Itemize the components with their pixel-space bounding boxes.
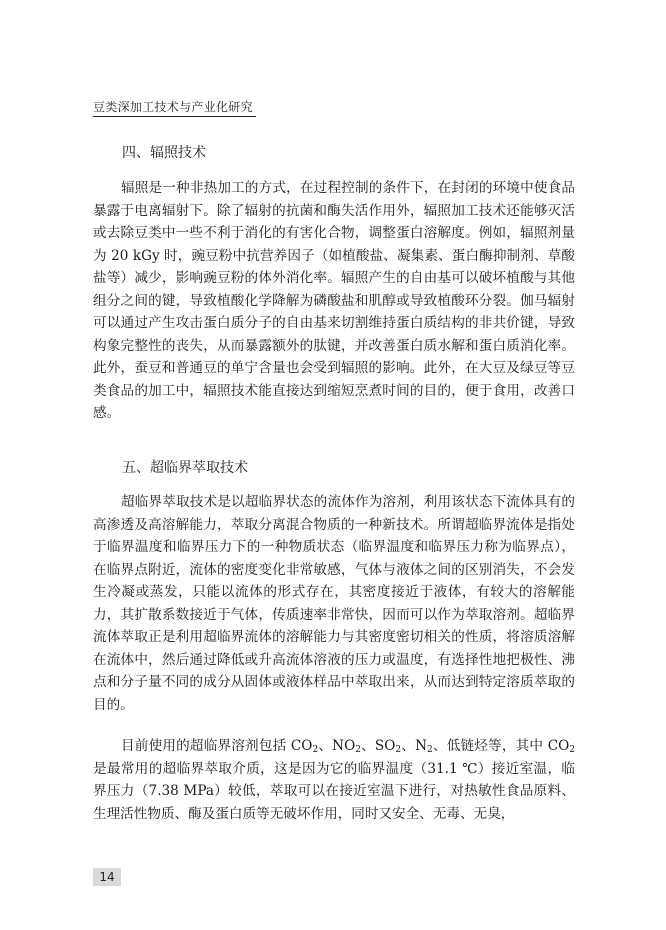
subscript: 2 — [427, 745, 433, 755]
section-heading-supercritical-extraction: 五、超临界萃取技术 — [122, 460, 248, 476]
subscript: 2 — [312, 745, 319, 755]
paragraph-supercritical-solvents — [93, 735, 575, 825]
subscript: 2 — [355, 745, 361, 755]
subscript: 2 — [569, 745, 575, 755]
section-heading-irradiation: 四、辐照技术 — [122, 145, 206, 161]
text-run: 、SO — [360, 738, 396, 754]
page-number: 14 — [93, 868, 121, 886]
text-run: 、NO — [318, 738, 356, 754]
subscript: 2 — [395, 745, 402, 755]
running-header-title: 豆类深加工技术与产业化研究 — [93, 100, 253, 114]
header-rule — [93, 116, 256, 117]
text-run: 目前使用的超临界溶剂包括 CO — [121, 738, 313, 754]
paragraph-supercritical-definition: 超临界萃取技术是以超临界状态的流体作为溶剂，利用该状态下流体具有的高渗透及高溶解能力，萃取分离混合物质的一种新技术。所谓超临界流体是指处于临界温度和临界压力下的一种物质状态（临界温度和临界压力称为临界点），在临界点附近，流体的密度变化非常敏感，气体与液体之间的区别消失，不会发生冷凝或蒸发，只能以流体的形式存在，其密度接近于液体，有较大的溶解能力，其扩散系数接近于气体，传质速率非常快，因而可以作为萃取溶剂。超临界流体萃取正是利用超临界流体的溶解能力与其密度密切相关的性质，将溶质溶解在流体中，然后通过降低或升高流体溶液的压力或温度，有选择性地把极性、沸点和分子量不同的成分从固体或液体样品中萃取出来，从而达到特定溶质萃取的目的。 — [93, 494, 575, 713]
text-run: 、低链烃等，其中 CO — [432, 738, 570, 754]
paragraph-irradiation: 辐照是一种非热加工的方式，在过程控制的条件下，在封闭的环境中使食品暴露于电离辐射下。除了辐射的抗菌和酶失活作用外，辐照加工技术还能够灭活或去除豆类中一些不利于消化的有害化合物，调整蛋白溶解度。例如，辐照剂量为 20 kGy 时，豌豆粉中抗营养因子（如植酸盐、凝集素、蛋白酶抑制剂、草酸盐等）减少，影响豌豆粉的体外消化率。辐照产生的自由基可以破坏植酸与其他组分之间的键，导致植酸化学降解为磷酸盐和肌醇或导致植酸环分裂。伽马辐射可以通过产生攻击蛋白质分子的自由基来切割维持蛋白质结构的非共价键，导致构象完整性的丧失，从而暴露额外的肽键，并改善蛋白质水解和蛋白质消化率。此外，蚕豆和普通豆的单宁含量也会受到辐照的影响。此外，在大豆及绿豆等豆类食品的加工中，辐照技术能直接达到缩短烹煮时间的目的，便于食用，改善口感。 — [93, 180, 575, 421]
text-run: 、N — [401, 738, 427, 754]
text-run: 是最常用的超临界萃取介质，这是因为它的临界温度（31.1 ℃）接近室温，临界压力（7.38 MPa）较低，萃取可以在接近室温下进行，对热敏性食品原料、生理活性物质、酶及蛋白质等无破坏作用，同时又安全、无毒、无臭， — [93, 760, 575, 822]
